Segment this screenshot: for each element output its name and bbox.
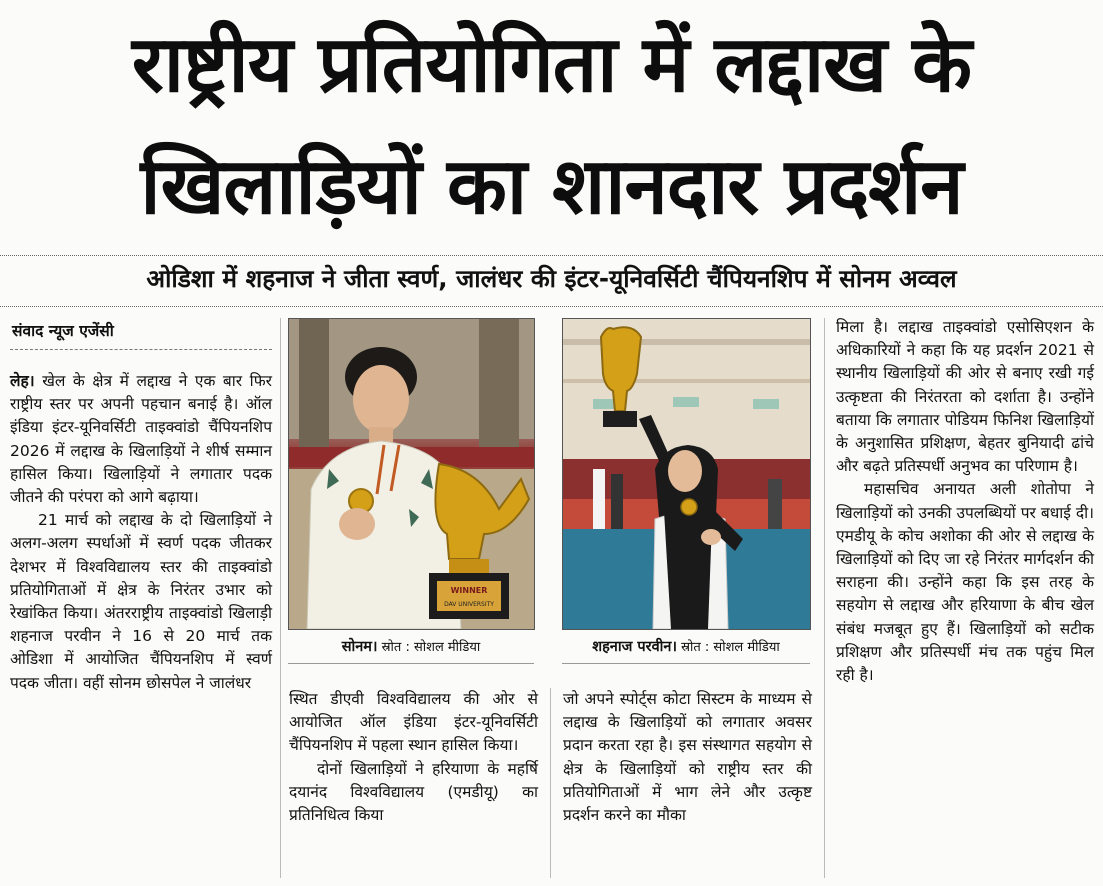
subheadline: ओडिशा में शहनाज ने जीता स्वर्ण, जालंधर की इंटर-यूनिवर्सिटी चैंपियनशिप में सोनम अव्वल (146, 264, 957, 293)
caption-source: स्रोत : सोशल मीडिया (381, 640, 481, 655)
headline-line-1: राष्ट्रीय प्रतियोगिता में लद्दाख के (131, 20, 972, 110)
column-separator (550, 688, 551, 878)
headline-line-2: खिलाड़ियों का शानदार प्रदर्शन (140, 142, 963, 232)
column-separator (824, 318, 825, 878)
dateline: लेह। (10, 372, 35, 390)
photo-shahnaz (562, 318, 811, 630)
article-paragraph: स्थित डीएवी विश्वविद्यालय की ओर से आयोजित ऑल इंडिया इंटर-यूनिवर्सिटी चैंपियनशिप में पहला स्थान हासिल किया। (289, 690, 538, 755)
trophy-university-text: DAV UNIVERSITY (444, 601, 494, 608)
article-paragraph: दोनों खिलाड़ियों ने हरियाणा के महर्षि दयानंद विश्वविद्यालय (एमडीयू) का प्रतिनिधित्व किया (289, 759, 538, 825)
article-paragraph: महासचिव अनायत अली शोतोपा ने खिलाड़ियों को उनकी उपलब्धियों पर बधाई दी। एमडीयू के कोच अशोका की ओर से लद्दाख के खिलाड़ियों को दिए जा रहे निरंतर मार्गदर्शन की सराहना की। उन्होंने कहा कि इस तरह के सहयोग से लद्दाख और हरियाणा के बीच खेल संबंध मजबूत हुए हैं। खिलाड़ियों को सटीक प्रशिक्षण और प्रतिस्पर्धी मंच तक पहुंच मिल रही है। (836, 480, 1094, 685)
caption-divider (562, 663, 810, 664)
paragraph-text: खेल के क्षेत्र में लद्दाख ने एक बार फिर राष्ट्रीय स्तर पर अपनी पहचान बनाई है। ऑल इंडिया इंटर-यूनिवर्सिटी ताइक्वांडो चैंपियनशिप 2026 में लद्दाख के खिलाड़ियों ने शीर्ष सम्मान हासिल किया। खिलाड़ियों ने लगातार पदक जीतने की परंपरा को आगे बढ़ाया। (10, 372, 272, 507)
caption-source: स्रोत : सोशल मीडिया (681, 640, 780, 655)
caption-name: शहनाज परवीन। (592, 639, 677, 655)
article-paragraph: 21 मार्च को लद्दाख के दो खिलाड़ियों ने अलग-अलग स्पर्धाओं में स्वर्ण पदक जीतकर देशभर में विश्वविद्यालय स्तर की ताइक्वांडो प्रतियोगिताओं में क्षेत्र के निरंतर उभार को रेखांकित किया। अंतरराष्ट्रीय ताइक्वांडो खिलाड़ी शहनाज परवीन ने 16 से 20 मार्च तक ओडिशा में आयोजित चैंपियनशिप में स्वर्ण पदक जीता। वहीं सोनम छोसपेल ने जालंधर (10, 511, 272, 692)
article-paragraph: जो अपने स्पोर्ट्स कोटा सिस्टम के माध्यम से लद्दाख के खिलाड़ियों को लगातार अवसर प्रदान करता रहा है। इस संस्थागत सहयोग से क्षेत्र के खिलाड़ियों को राष्ट्रीय स्तर की प्रतियोगिताओं में भाग लेने और उत्कृष्ट प्रदर्शन करने का मौका (563, 690, 812, 825)
photo-caption-shahnaz (562, 636, 810, 659)
photo-caption-sonam (288, 636, 534, 659)
byline-divider (10, 349, 272, 350)
headline-divider (0, 255, 1103, 256)
photo-sonam-illustration (289, 319, 534, 629)
article-column-2 (289, 688, 538, 827)
subheadline-divider (0, 306, 1103, 307)
byline: संवाद न्यूज एजेंसी (12, 322, 114, 340)
article-paragraph: मिला है। लद्दाख ताइक्वांडो एसोसिएशन के अधिकारियों ने कहा कि यह प्रदर्शन 2021 से स्थानीय खिलाड़ियों की ओर से बनाए रखी गई उत्कृष्टता की निरंतरता को दर्शाता है। उन्होंने बताया कि लगातार पोडियम फिनिश खिलाड़ियों के अनुशासित प्रशिक्षण, बेहतर बुनियादी ढांचे और बढ़ते प्रतिस्पर्धी अनुभव का परिणाम है। (836, 318, 1094, 476)
article-paragraph (10, 370, 272, 509)
article-column-1 (10, 370, 272, 695)
article-column-4 (836, 316, 1094, 687)
trophy-winner-text: WINNER (450, 586, 488, 595)
caption-name: सोनम। (341, 639, 378, 655)
caption-divider (288, 663, 534, 664)
column-separator (280, 318, 281, 878)
photo-sonam (288, 318, 535, 630)
article-column-3 (563, 688, 812, 827)
photo-shahnaz-illustration (563, 319, 810, 629)
